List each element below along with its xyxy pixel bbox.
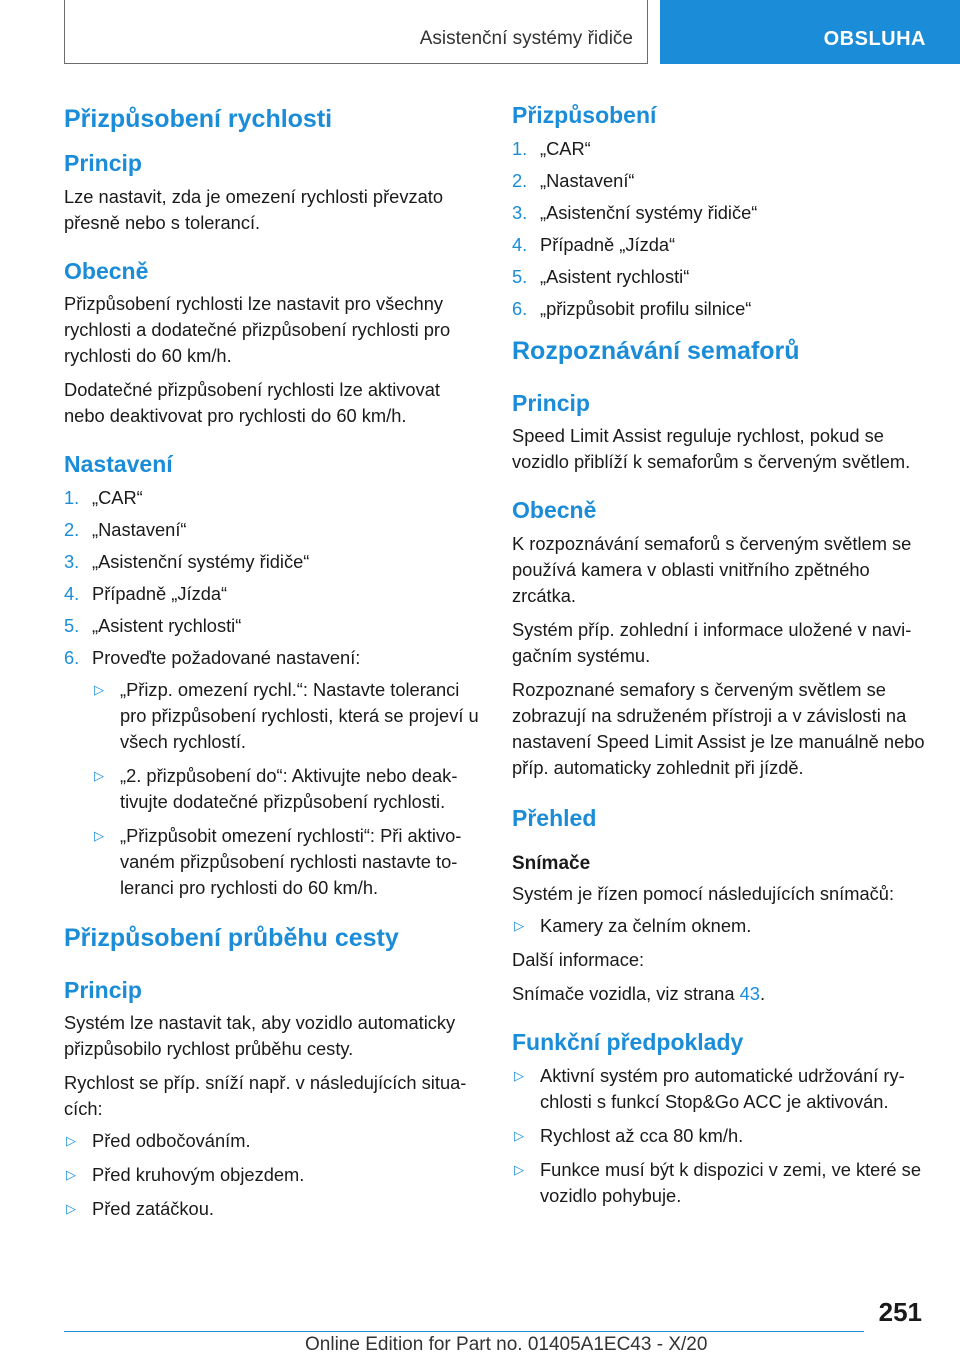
step-item: 3. „Asistenční systémy řidiče“ (64, 550, 310, 572)
step-item: 4. Případně „Jízda“ (512, 233, 676, 255)
heading-obecne: Obecně (512, 497, 597, 524)
section-title-speed-adjust: Přizpůsobení rychlosti (64, 105, 333, 133)
bullet-item: ▷ Rychlost až cca 80 km/h. (512, 1123, 932, 1149)
bullet-item: ▷ Před odbočováním. (64, 1128, 484, 1154)
bullet-item: ▷ „Přizp. omezení rychl.“: Nastavte toleranci pro přizpůsobení rychlosti, která se projeví u všech rychlostí. (94, 678, 479, 752)
paragraph: Rychlost se příp. sníží např. v následujících situacích: (64, 1072, 467, 1120)
triangle-bullet-icon: ▷ (514, 1161, 524, 1177)
bullet-list (64, 1128, 484, 1222)
paragraph: K rozpoznávání semaforů s červeným světlem se používá kamera v oblasti vnitřního zpětného zrcátka. (512, 532, 912, 606)
step-item: 4. Případně „Jízda“ (64, 582, 228, 604)
bullet-item: ▷ Kamery za čelním oknem. (512, 913, 932, 939)
adjust-steps (512, 136, 932, 322)
bullet-list (512, 913, 932, 939)
step-item: 2. „Nastavení“ (64, 518, 187, 540)
section-title-route-adjust: Přizpůsobení průběhu cesty (64, 923, 399, 952)
triangle-bullet-icon: ▷ (66, 1133, 76, 1149)
step-item: 1. „CAR“ (64, 486, 143, 508)
header-chapter-tab (660, 0, 960, 64)
paragraph: Další informace: (512, 949, 645, 971)
cross-reference: Snímače vozidla, viz strana 43. (512, 983, 766, 1005)
paragraph: Dodatečné přizpůsobení rychlosti lze aktivovat nebo deaktivovat pro rychlosti do 60 km/h. (64, 379, 440, 427)
footer-edition-text: Online Edition for Part no. 01405A1EC43 - X/20 (305, 1334, 708, 1355)
heading-princip: Princip (512, 389, 590, 416)
triangle-bullet-icon: ▷ (94, 681, 104, 697)
paragraph: Lze nastavit, zda je omezení rychlosti převzato přesně nebo s tolerancí. (64, 185, 444, 233)
bullet-item: ▷ „Přizpůsobit omezení rychlosti“: Při aktivovaném přizpůsobení rychlosti nastavte toleranci pro rychlosti do 60 km/h. (94, 824, 462, 898)
bullet-item: ▷ „2. přizpůsobení do“: Aktivujte nebo deaktivujte dodatečné přizpůsobení rychlosti. (94, 764, 458, 812)
page-link[interactable]: 43 (739, 983, 760, 1005)
heading-princip: Princip (64, 976, 142, 1003)
page-number: 251 (878, 1297, 922, 1327)
header-section-box (64, 0, 648, 64)
step-item: 1. „CAR“ (512, 137, 591, 159)
paragraph: Rozpoznané semafory s červeným světlem se zobrazují na sdruženém přístroji a v závislosti na nastavení Speed Limit Assist je lze manuálně nebo příp. automaticky zohlednit při jízdě. (512, 678, 925, 778)
bullet-item: ▷ Před kruhovým objezdem. (64, 1162, 484, 1188)
heading-funkcni-predpoklady: Funkční předpoklady (512, 1029, 744, 1056)
heading-prizpusobeni: Přizpůsobení (512, 102, 657, 128)
header-section-title: Asistenční systémy řidiče (419, 28, 633, 49)
step-item: 2. „Nastavení“ (512, 169, 635, 191)
footer-divider (64, 1331, 864, 1332)
bullet-list (512, 1063, 932, 1209)
settings-steps (64, 485, 484, 901)
bullet-item: ▷ Před zatáčkou. (64, 1196, 484, 1222)
heading-snimace: Snímače (512, 853, 591, 875)
triangle-bullet-icon: ▷ (66, 1201, 76, 1217)
step-item: 6. „přizpůsobit profilu silnice“ (512, 297, 752, 319)
step-item: 5. „Asistent rychlosti“ (512, 265, 690, 287)
heading-princip: Princip (64, 150, 142, 176)
triangle-bullet-icon: ▷ (94, 827, 104, 843)
triangle-bullet-icon: ▷ (514, 1127, 524, 1143)
bullet-item: ▷ Aktivní systém pro automatické udržování rychlosti s funkcí Stop&Go ACC je aktivován. (514, 1064, 905, 1112)
heading-obecne: Obecně (64, 257, 149, 284)
triangle-bullet-icon: ▷ (66, 1167, 76, 1183)
bullet-item: ▷ Funkce musí být k dispozici v zemi, ve které se vozidlo pohybuje. (514, 1158, 921, 1206)
step-item: 3. „Asistenční systémy řidiče“ (512, 201, 758, 223)
paragraph: Systém je řízen pomocí následujících snímačů: (512, 883, 895, 905)
paragraph: Přizpůsobení rychlosti lze nastavit pro všechny rychlosti a dodatečné přizpůsobení rychlosti pro rychlosti do 60 km/h. (64, 293, 451, 367)
sub-bullet-list (92, 677, 484, 901)
section-title-traffic-lights: Rozpoznávání semaforů (512, 336, 800, 365)
paragraph: Systém lze nastavit tak, aby vozidlo automaticky přizpůsobilo rychlost průběhu cesty. (64, 1012, 456, 1060)
paragraph: Systém příp. zohlední i informace uložené v navigačním systému. (512, 618, 912, 666)
triangle-bullet-icon: ▷ (94, 767, 104, 783)
triangle-bullet-icon: ▷ (514, 918, 524, 934)
triangle-bullet-icon: ▷ (514, 1067, 524, 1083)
step-item: 6. Proveďte požadované nastavení: ▷ „Přizp. omezení rychl.“: Nastavte toleranci pro přizpůsobení rychlosti, která se projeví u všech rychlostí. ▷ „2. přizpůsobení do“: Aktivujte nebo deaktivujte dodatečné přizpůsobení rychlosti. ▷ „Přizpůsobit omezení rychlosti“: Při aktivovaném přizpůsobení rychlosti nastavte toleranci pro rychlosti do 60 km/h. (64, 645, 484, 901)
paragraph: Speed Limit Assist reguluje rychlost, pokud se vozidlo přiblíží k semaforům s červeným světlem. (512, 425, 911, 473)
heading-nastaveni: Nastavení (64, 451, 173, 478)
right-column (512, 98, 932, 1217)
step-item: 5. „Asistent rychlosti“ (64, 614, 242, 636)
left-column (64, 98, 484, 1230)
heading-prehled: Přehled (512, 804, 597, 831)
header-chapter-label: OBSLUHA (823, 28, 926, 50)
